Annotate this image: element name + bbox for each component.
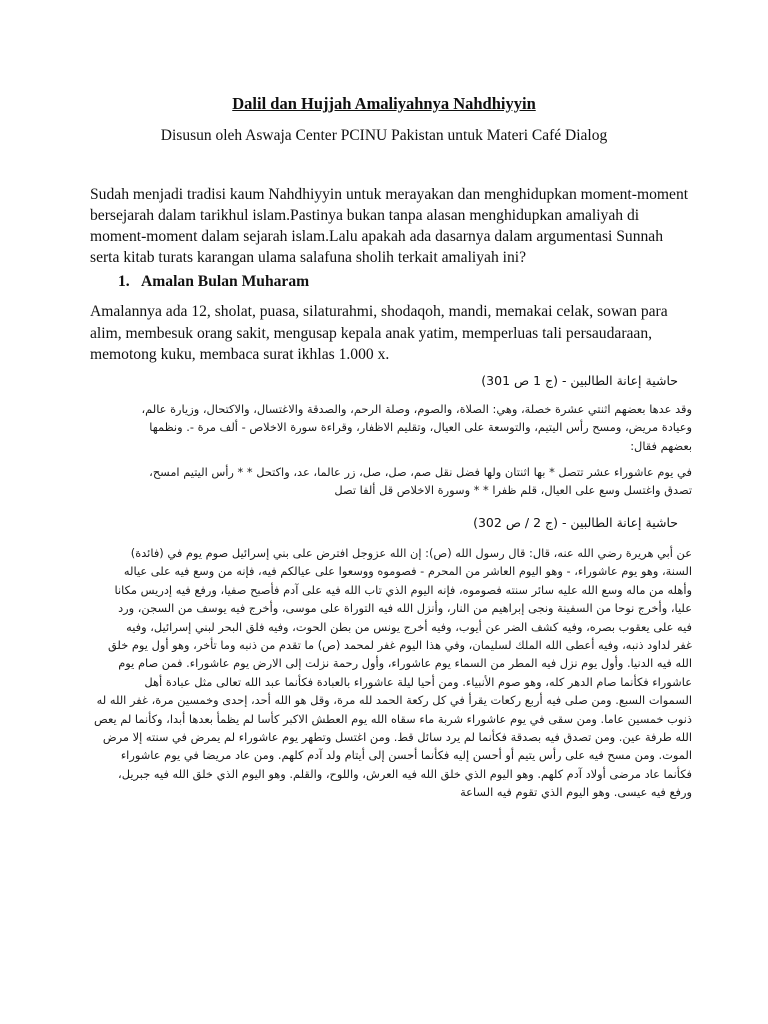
document-subtitle: Disusun oleh Aswaja Center PCINU Pakistan untuk Materi Café Dialog: [160, 127, 608, 144]
arabic-line: عاشوراء فكأنما صام الدهر كله، وهو صوم الأنبياء. ومن أحيا ليلة عاشوراء بالعبادة فكأنما عبد الله تعالى مثل عبادة أهل: [144, 674, 692, 689]
section-heading: [118, 273, 309, 291]
arabic-line: فيه على يعقوب بصره، وفيه كشف الضر عن أيوب، وفيه أخرج يونس من بطن الحوت، وفيه فلق البحر لبني إسرائيل، وفيه: [126, 619, 692, 634]
section-paragraph: Amalannya ada 12, sholat, puasa, silaturahmi, shodaqoh, mandi, memakai celak, sowan para alim, membesuk orang sakit, mengusap kepala anak yatim, memperluas tali persaudaraan, memotong kuku, membaca surat ikhlas 1.000 x.: [90, 303, 668, 363]
arabic-line: الله طرفة عين. ومن تصدق فيه بصدقة فكأنما لم يرد سائل قط. ومن اغتسل وتطهر يوم عاشوراء لم يمرض في سنته إلا مرض: [102, 730, 692, 745]
arabic-line: وعيادة مريض، ومسح رأس اليتيم، والتوسعة على العيال، وتقليم الاظفار، وقراءة سورة الاخلاص - ألف مرة -. ونظمها: [149, 420, 692, 435]
arabic-line: غفر لداود ذنبه، وفيه أعطى الله الملك لسليمان، وفي هذا اليوم غفر لمحمد (ص) ما تقدم من ذنبه وما تأخر، وهو أول يوم خلق: [107, 638, 692, 653]
arabic-text-block-2: [88, 544, 692, 802]
arabic-line: ورفع فيه عيسى. وهو اليوم الذي تقوم فيه الساعة: [460, 785, 692, 800]
reference-citation-2: حاشية إعانة الطالبين - (ج 2 / ص 302): [473, 515, 678, 530]
document-title: Dalil dan Hujjah Amaliyahnya Nahdhiyyin: [232, 94, 536, 113]
arabic-text-block-1: [88, 400, 692, 455]
reference-citation-1: حاشية إعانة الطالبين - (ج 1 ص 301): [481, 373, 678, 388]
arabic-poem-block: [88, 463, 692, 500]
arabic-line: بعضهم فقال:: [630, 438, 692, 453]
arabic-line: في يوم عاشوراء عشر تتصل * بها اثنتان ولها فضل نقل صم، صل، صل، زر عالما، عد، واكتحل * * رأس اليتيم امسح،: [149, 465, 692, 479]
arabic-line: وأهله من ماله وسع الله عليه سائر سنته فصوموه، فإنه اليوم الذي تاب الله فيه على آدم فأصبح صفيا، ورفع فيه إدريس مكانا: [114, 582, 692, 597]
arabic-line: عليا، وأخرج نوحا من السفينة ونجى إبراهيم من النار، وأنزل الله فيه التوراة على موسى، وأخرج فيه يوسف من السجن، ورد: [118, 601, 692, 616]
arabic-line: تصدق واغتسل وسع على العيال، قلم ظفرا * * وسورة الاخلاص قل ألفا تصل: [334, 483, 692, 498]
arabic-line: وقد عدها بعضهم اثنتي عشرة خصلة، وهي: الصلاة، والصوم، وصلة الرحم، والصدقة والاغتسال، والاكتحال، وزيارة عالم،: [141, 402, 692, 416]
arabic-line: ذنوب خمسين عاما. ومن سقى في يوم عاشوراء شربة ماء سقاه الله يوم العطش الاكبر كأسا لم يظمأ بعدها أبدا، وكأنما لم يعص: [94, 711, 692, 726]
section-number: 1.: [118, 273, 130, 290]
intro-paragraph: Sudah menjadi tradisi kaum Nahdhiyyin untuk merayakan dan menghidupkan moment-moment bersejarah dalam tarikhul islam.Pastinya bukan tanpa alasan menghidupkan amaliyah di moment-moment dalam sejarah islam.Lalu apakah ada dasarnya dalam argumentasi Sunnah serta kitab turats karangan ulama salafuna sholih terkait amaliyah ini?: [90, 186, 689, 266]
arabic-line: الموت. ومن مسح فيه على رأس يتيم أو أحسن إليه فكأنما أحسن إلى أيتام ولد آدم كلهم. ومن عاد مريضا في يوم عاشوراء: [120, 748, 692, 763]
arabic-line: الله فيه الدنيا. وأول يوم نزل فيه المطر من السماء يوم عاشوراء، وأول رحمة نزلت إلى الارض يوم عاشوراء. فمن صام يوم: [118, 656, 692, 671]
arabic-line: فكأنما عاد مرضى أولاد آدم كلهم. وهو اليوم الذي خلق الله فيه العرش، واللوح، والقلم. وهو اليوم الذي خلق الله فيه جبريل،: [118, 766, 692, 781]
arabic-line: السموات السبع. ومن صلى فيه أربع ركعات يقرأ في كل ركعة الحمد لله مرة، وقل هو الله أحد، إحدى وخمسين مرة، غفر الله له: [96, 693, 692, 708]
section-heading-text: Amalan Bulan Muharam: [141, 273, 310, 290]
arabic-line: عن أبي هريرة رضي الله عنه، قال: قال رسول الله (ص): إن الله عزوجل افترض على بني إسرائيل صوم يوم في (فائدة): [130, 546, 692, 560]
arabic-line: السنة، وهو يوم عاشوراء، - وهو اليوم العاشر من المحرم - فصوموه ووسعوا على عيالكم فيه، فإنه من وسع فيه على عياله: [123, 564, 692, 579]
